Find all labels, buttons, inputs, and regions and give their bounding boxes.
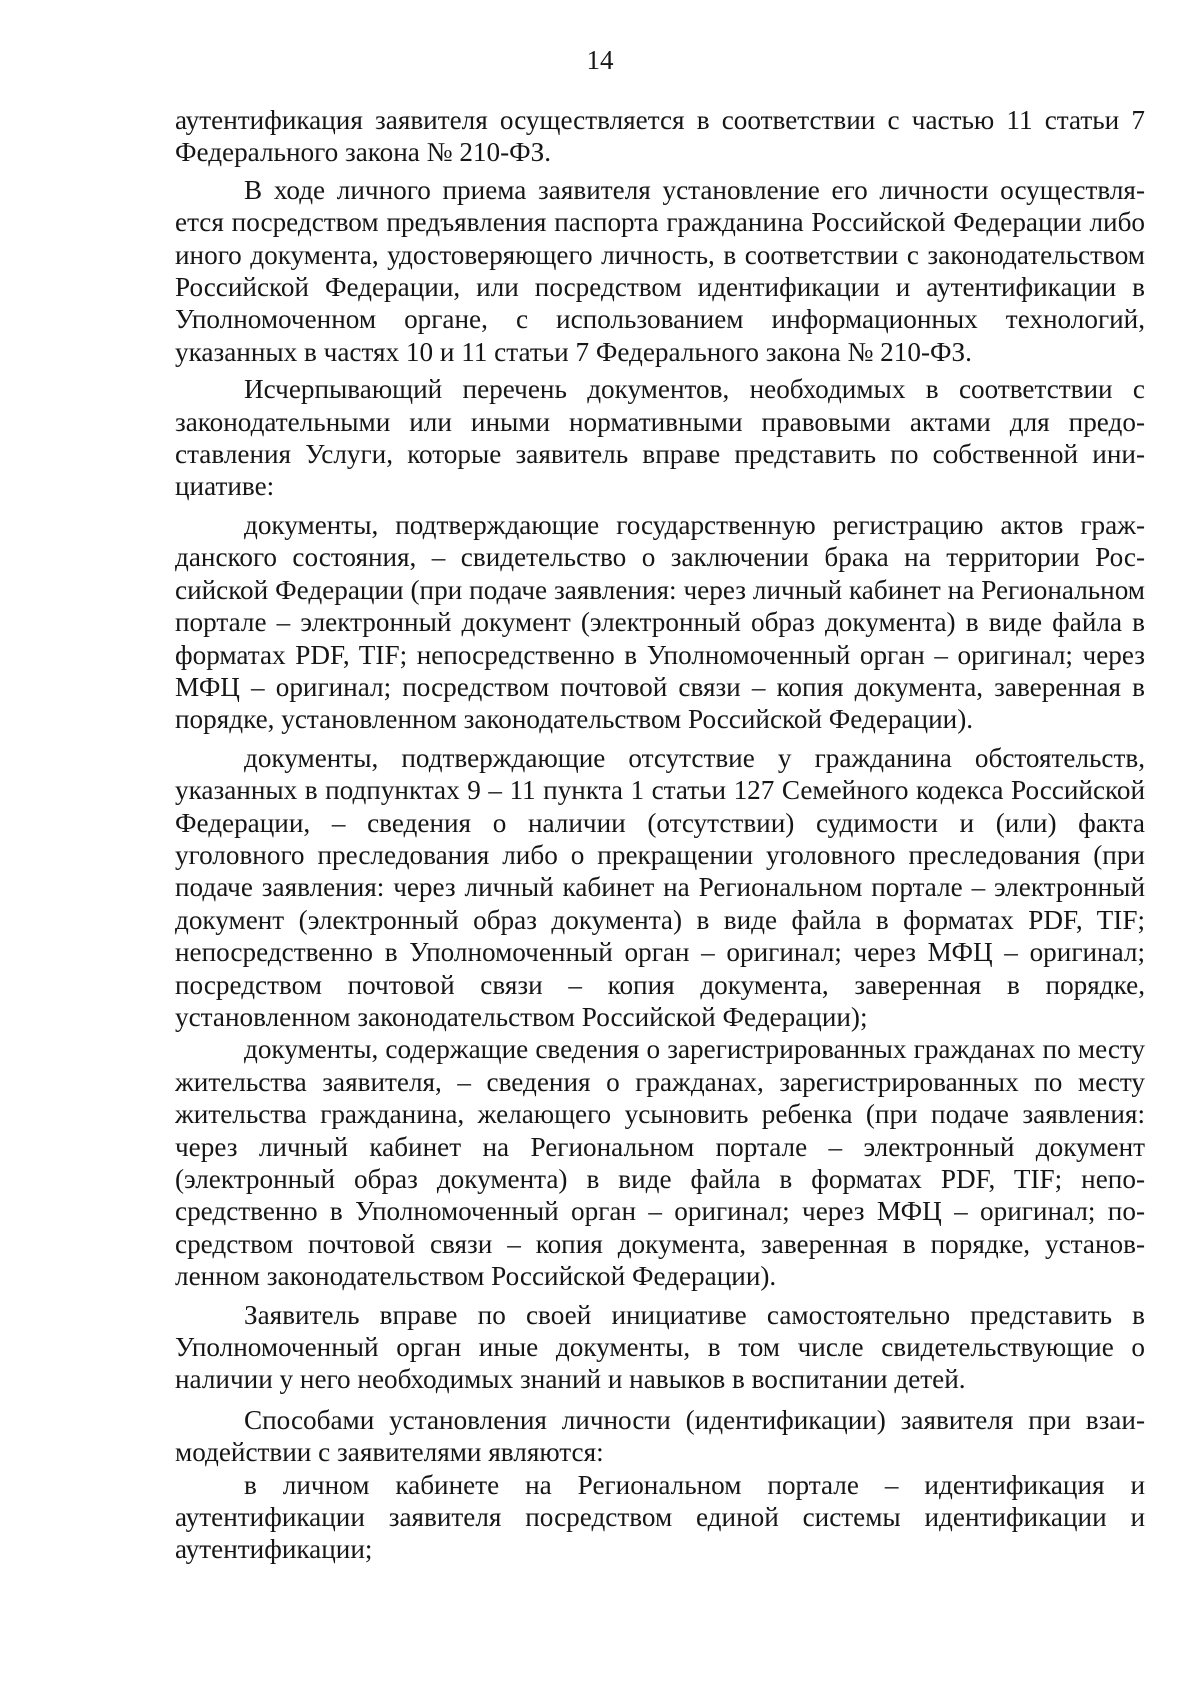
page-number: 14 [586,45,614,75]
paragraph-personal-cabinet: в личном кабинете на Региональном портале – идентификация и аутентификации заявителя посредством единой системы идентификации и аутентификации; [175,1469,1145,1565]
paragraph-exhaustive-list: Исчерпывающий перечень документов, необходимых в соответствии с законодательными или иными нормативными правовыми актами для предоставления Услуги, которые заявитель вправе представить по собственной инициативе: [175,374,1145,502]
paragraph-absence-of-circumstances: документы, подтверждающие отсутствие у гражданина обстоятельств, указанных в подпунктах 9 – 11 пункта 1 статьи 127 Семейного кодекса Российской Федерации, – сведения о наличии (отсутствии) судимости и (или) факта уголовного преследования либо о прекращении уголовного преследования (при подаче заявления: через личный кабинет на Региональном портале – электронный документ (электронный образ документа) в виде файла в форматах PDF, TIF; непосредственно в Уполномоченный орган – оригинал; через МФЦ – оригинал; посредством почтовой связи – копия документа, заверенная в порядке, установленном законодательством Российской Федерации); [175,742,1145,1032]
paragraph-personal-reception: В ходе личного приема заявителя установление его личности осуществляется посредством предъявления паспорта гражданина Российской Федерации либо иного документа, удостоверяющего личность, в соответствии с законодательством Российской Федерации, или посредством идентификации и аутентификации в Уполномоченном органе, с использованием информационных технологий, указанных в частях 10 и 11 статьи 7 Федерального закона № 210-ФЗ. [175,174,1145,367]
paragraph-applicant-initiative: Заявитель вправе по своей инициативе самостоятельно представить в Уполномоченный орган иные документы, в том числе свидетельствующие о наличии у него необходимых знаний и навыков в воспитании детей. [175,1299,1145,1395]
paragraph-registered-citizens: документы, содержащие сведения о зарегистрированных гражданах по месту жительства заявителя, – сведения о гражданах, зарегистрированных по месту жительства гражданина, желающего усыновить ребенка (при подаче заявления: через личный кабинет на Региональном портале – электронный документ (электронный образ документа) в виде файла в форматах PDF, TIF; непосредственно в Уполномоченный орган – оригинал; через МФЦ – оригинал; посредством почтовой связи – копия документа, заверенная в порядке, установленном законодательством Российской Федерации). [175,1034,1145,1292]
document-body [175,104,1145,1566]
paragraph-authentication-continuation: аутентификация заявителя осуществляется в соответствии с частью 11 статьи 7 Федерального закона № 210-ФЗ. [175,105,1145,168]
paragraph-identification-methods: Способами установления личности (идентификации) заявителя при взаимодействии с заявителями являются: [175,1404,1145,1468]
paragraph-civil-status-documents: документы, подтверждающие государственную регистрацию актов гражданского состояния, – свидетельство о заключении брака на территории Российской Федерации (при подаче заявления: через личный кабинет на Региональном портале – электронный документ (электронный образ документа) в виде файла в форматах PDF, TIF; непосредственно в Уполномоченный орган – оригинал; через МФЦ – оригинал; посредством почтовой связи – копия документа, заверенная в порядке, установленном законодательством Российской Федерации). [175,509,1145,735]
